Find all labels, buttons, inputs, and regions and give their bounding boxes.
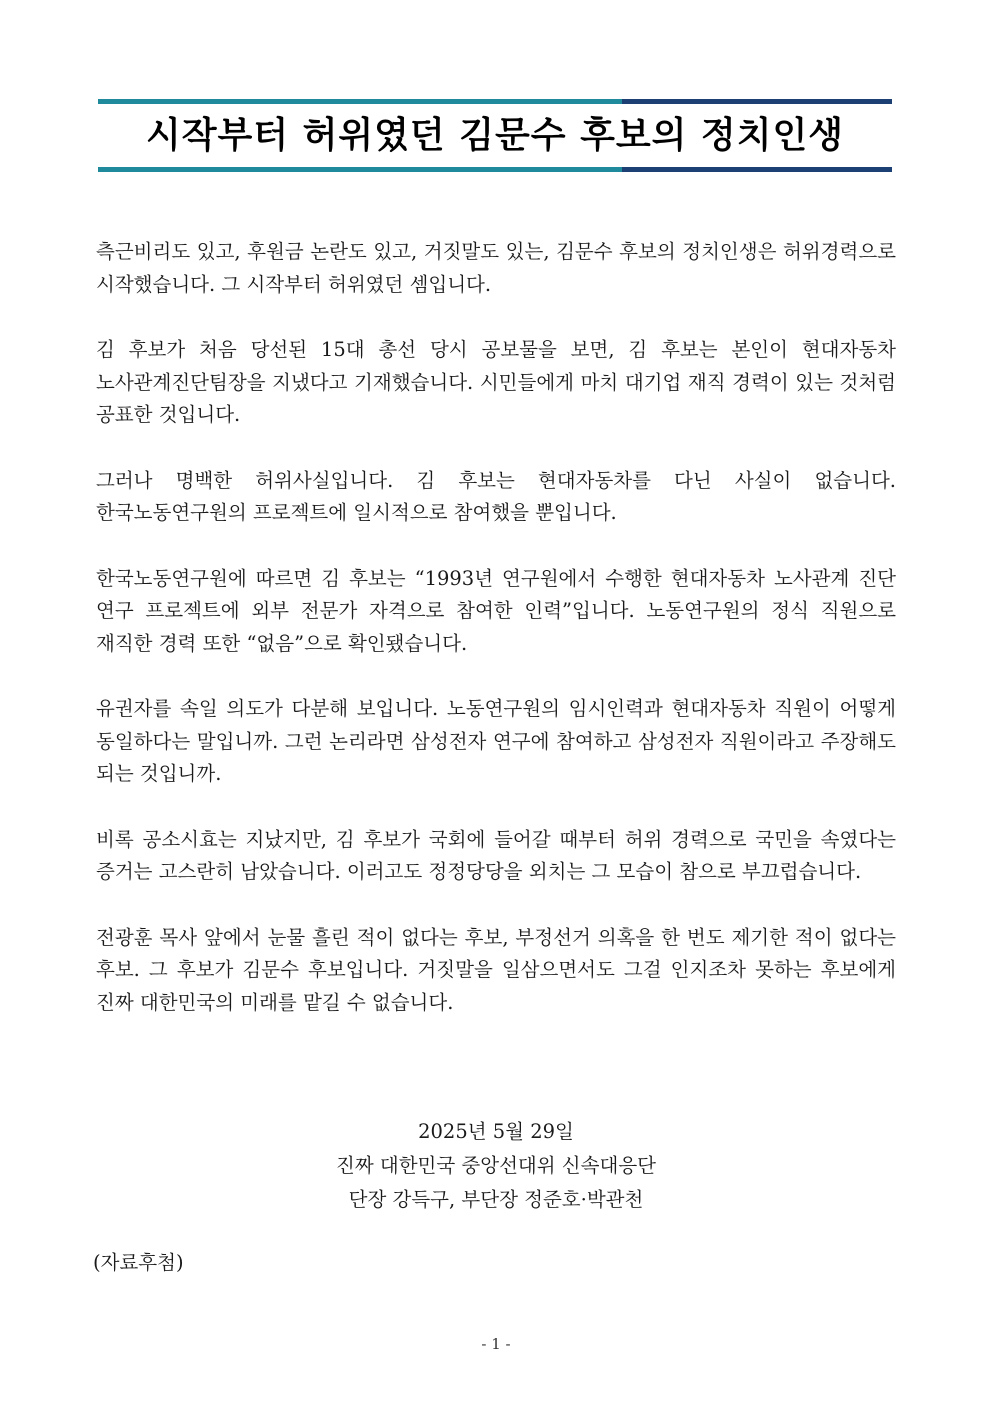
title-block xyxy=(98,99,892,173)
signature-leaders: 단장 강득구, 부단장 정준호·박관천 xyxy=(348,1188,644,1211)
title-top-rule xyxy=(98,99,892,104)
signature-date: 2025년 5월 29일 xyxy=(418,1120,574,1143)
paragraph: 김 후보가 처음 당선된 15대 총선 당시 공보물을 보면, 김 후보는 본인이 현대자동차 노사관계진단팀장을 지냈다고 기재했습니다. 시민들에게 마치 대기업 재직 경력이 있는 것처럼 공표한 것입니다. xyxy=(96,338,896,426)
page-title: 시작부터 허위였던 김문수 후보의 정치인생 xyxy=(145,115,845,156)
signature-block xyxy=(96,1115,896,1217)
attachment-note: (자료후첨) xyxy=(93,1251,184,1274)
page-number: - 1 - xyxy=(481,1335,511,1353)
title-bottom-rule xyxy=(98,167,892,172)
document-body xyxy=(96,236,896,1052)
signature-organization: 진짜 대한민국 중앙선대위 신속대응단 xyxy=(336,1154,656,1177)
paragraph: 전광훈 목사 앞에서 눈물 흘린 적이 없다는 후보, 부정선거 의혹을 한 번도 제기한 적이 없다는 후보. 그 후보가 김문수 후보입니다. 거짓말을 일삼으면서도 그걸 인지조차 못하는 후보에게 진짜 대한민국의 미래를 맡길 수 없습니다. xyxy=(96,925,896,1014)
paragraph: 유권자를 속일 의도가 다분해 보입니다. 노동연구원의 임시인력과 현대자동차 직원이 어떻게 동일하다는 말입니까. 그런 논리라면 삼성전자 연구에 참여하고 삼성전자 직원이라고 주장해도 되는 것입니까. xyxy=(96,697,896,785)
paragraph: 측근비리도 있고, 후원금 논란도 있고, 거짓말도 있는, 김문수 후보의 정치인생은 허위경력으로 시작했습니다. 그 시작부터 허위였던 셈입니다. xyxy=(96,240,896,296)
paragraph: 그러나 명백한 허위사실입니다. 김 후보는 현대자동차를 다닌 사실이 없습니다. 한국노동연구원의 프로젝트에 일시적으로 참여했을 뿐입니다. xyxy=(96,468,896,524)
paragraph: 한국노동연구원에 따르면 김 후보는 “1993년 연구원에서 수행한 현대자동차 노사관계 진단 연구 프로젝트에 외부 전문가 자격으로 참여한 인력”입니다. 노동연구원의 정식 직원으로 재직한 경력 또한 “없음”으로 확인됐습니다. xyxy=(96,566,896,655)
paragraph: 비록 공소시효는 지났지만, 김 후보가 국회에 들어갈 때부터 허위 경력으로 국민을 속였다는 증거는 고스란히 남았습니다. 이러고도 정정당당을 외치는 그 모습이 참으로 부끄럽습니다. xyxy=(96,827,896,883)
